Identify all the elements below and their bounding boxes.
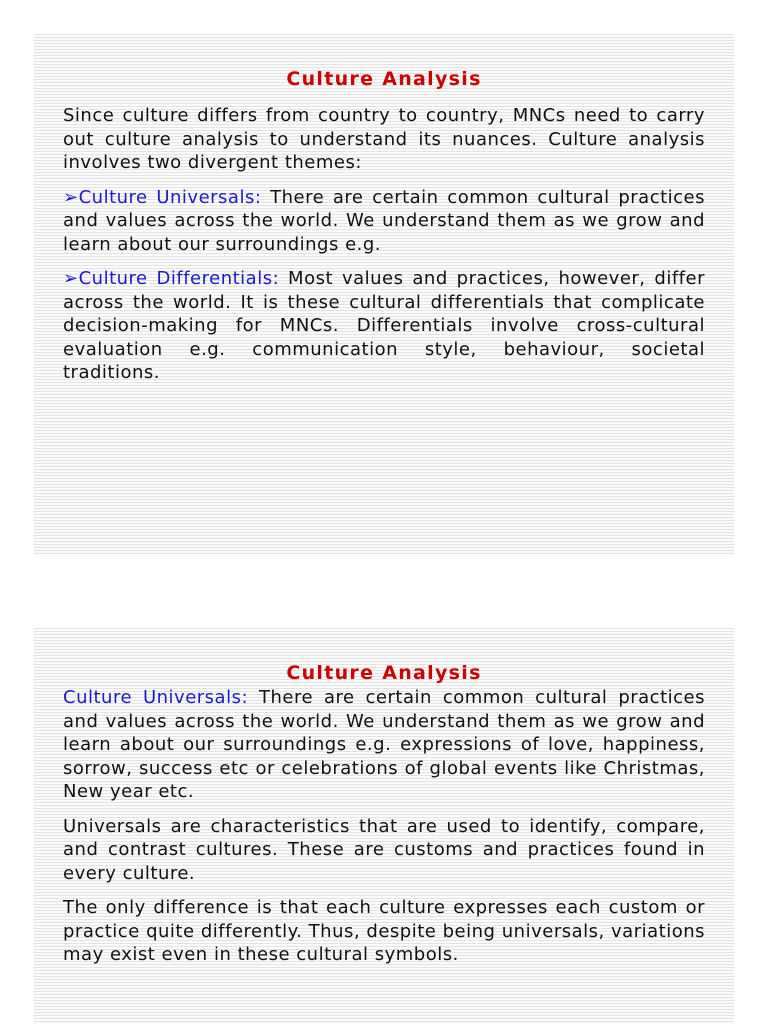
intro-paragraph: Since culture differs from country to country, MNCs need to carry out culture analysis to understand its nuances. Culture analysis involves two divergent themes: [63,105,705,173]
bullet-culture-differentials [63,267,705,385]
paragraph-term: Culture Universals: [63,687,249,708]
arrow-bullet-icon: ➢ [63,186,79,208]
bullet-culture-universals [63,186,705,257]
universals-definition-paragraph: Universals are characteristics that are used to identify, compare, and contrast cultures. These are customs and practices found in every culture. [63,815,705,884]
bullet-term: Culture Universals: [78,186,262,208]
bullet-term: Culture Differentials: [78,268,280,289]
bullet-text: There are certain common cultural practices and values across the world. We understand them as we grow and learn about our surroundings e.g. [63,186,705,255]
slide-2 [34,628,734,1024]
slide-1 [34,34,734,556]
arrow-bullet-icon: ➢ [63,268,79,289]
bullet-text: Most values and practices, however, differ across the world. It is these cultural differentials that complicate decision-making for MNCs. Differentials involve cross-cultural evaluation e.g. communication style, behaviour, societal traditions. [63,268,705,383]
variations-paragraph: The only difference is that each culture expresses each custom or practice quite differently. Thus, despite being universals, variations may exist even in these cultural symbols. [63,897,705,965]
slide-title: Culture Analysis [286,662,482,684]
culture-universals-paragraph [63,686,705,804]
slide-title: Culture Analysis [286,68,482,90]
paragraph-text: There are certain common cultural practices and values across the world. We understand them as we grow and learn about our surroundings e.g. expressions of love, happiness, sorrow, success etc or celebrations of global events like Christmas, New year etc. [63,687,705,802]
